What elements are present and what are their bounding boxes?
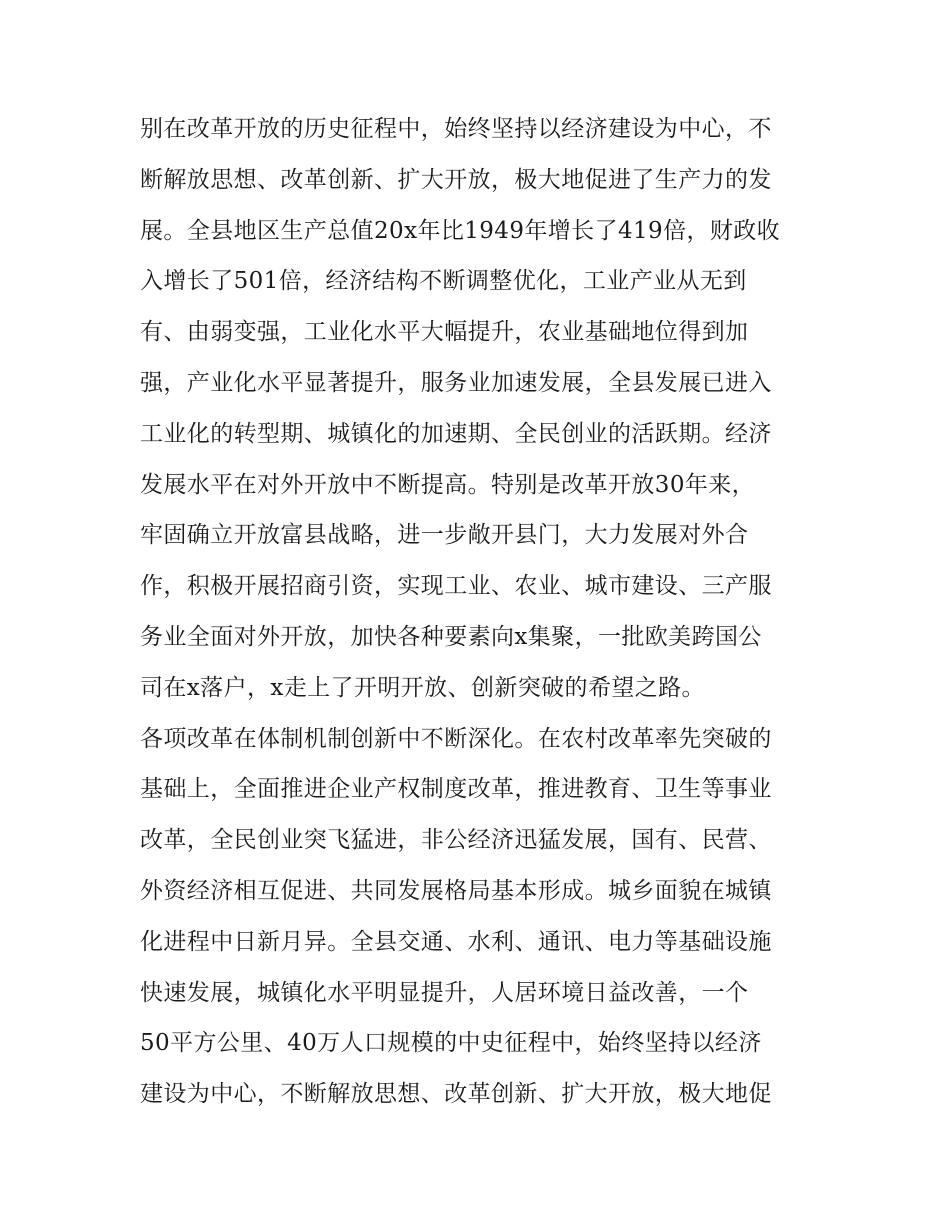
text-line: 展。全县地区生产总值20x年比1949年增长了419倍，财政收 xyxy=(140,217,781,244)
text-line: 强，产业化水平显著提升，服务业加速发展，全县发展已进入 xyxy=(140,369,772,396)
text-line: 各项改革在体制机制创新中不断深化。在农村改革率先突破的 xyxy=(140,725,772,752)
text-line: 化进程中日新月异。全县交通、水利、通讯、电力等基础设施 xyxy=(140,928,772,955)
text-line: 入增长了501倍，经济结构不断调整优化，工业产业从无到 xyxy=(140,268,747,295)
text-line: 工业化的转型期、城镇化的加速期、全民创业的活跃期。经济 xyxy=(140,420,772,447)
text-line: 有、由弱变强，工业化水平大幅提升，农业基础地位得到加 xyxy=(140,319,749,346)
text-line: 务业全面对外开放，加快各种要素向x集聚，一批欧美跨国公 xyxy=(140,623,762,650)
text-line: 发展水平在对外开放中不断提高。特别是改革开放30年来， xyxy=(140,471,756,498)
text-line: 快速发展，城镇化水平明显提升，人居环境日益改善，一个 xyxy=(140,979,749,1006)
text-line: 作，积极开展招商引资，实现工业、农业、城市建设、三产服 xyxy=(140,573,772,600)
text-line: 外资经济相互促进、共同发展格局基本形成。城乡面貌在城镇 xyxy=(140,877,772,904)
text-line: 司在x落户，x走上了开明开放、创新突破的希望之路。 xyxy=(140,674,705,701)
text-line: 50平方公里、40万人口规模的中史征程中，始终坚持以经济 xyxy=(140,1030,762,1057)
text-line: 牢固确立开放富县战略，进一步敞开县门，大力发展对外合 xyxy=(140,522,749,549)
text-line: 别在改革开放的历史征程中，始终坚持以经济建设为中心，不 xyxy=(140,116,772,142)
text-line: 断解放思想、改革创新、扩大开放，极大地促进了生产力的发 xyxy=(140,166,772,193)
text-line: 改革，全民创业突飞猛进，非公经济迅猛发展，国有、民营、 xyxy=(140,827,772,854)
text-line: 基础上，全面推进企业产权制度改革，推进教育、卫生等事业 xyxy=(140,776,772,803)
body-text xyxy=(140,104,820,1120)
text-line: 建设为中心，不断解放思想、改革创新、扩大开放，极大地促 xyxy=(140,1081,772,1108)
